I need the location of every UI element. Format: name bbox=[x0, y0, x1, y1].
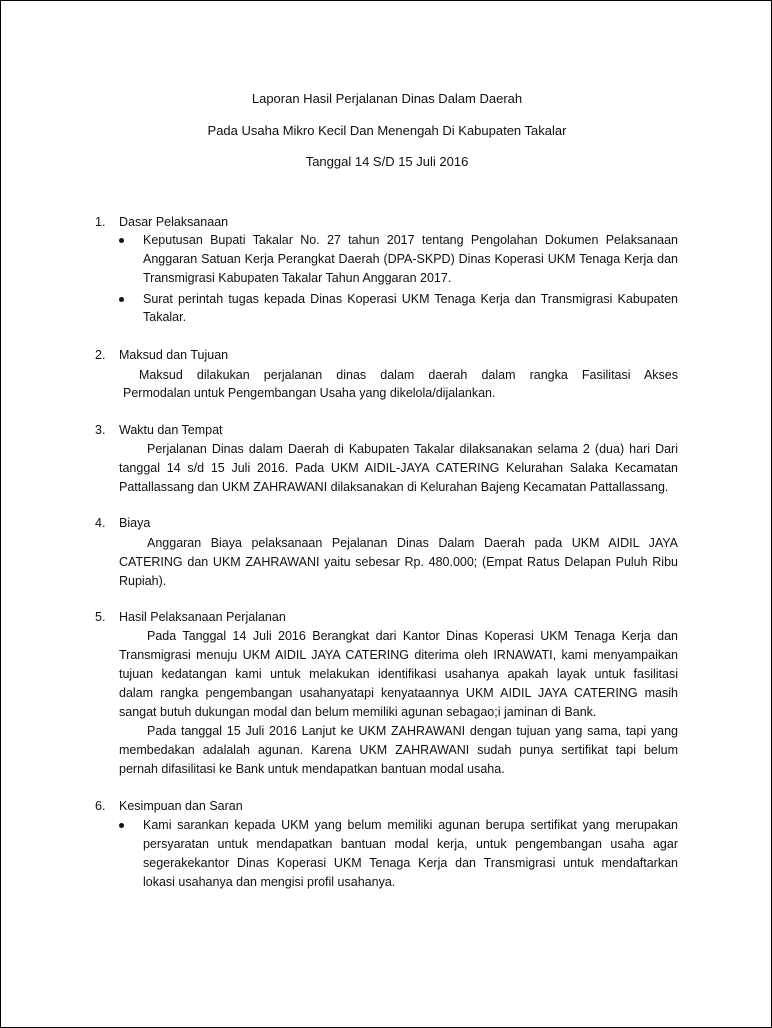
section-title: Hasil Pelaksanaan Perjalanan bbox=[119, 610, 286, 624]
paragraph-line: tanggal 14 s/d 15 Juli 2016. Pada UKM AIDIL-JAYA CATERING Kelurahan Salaka Kecamatan bbox=[119, 461, 678, 475]
paragraph-line: lokasi usahanya dan mengisi profil usahanya. bbox=[143, 875, 396, 889]
paragraph-line: sangat butuh dukungan modal dan belum memiliki agunan sebagao;i jaminan di Bank. bbox=[119, 705, 597, 719]
section-number: 2. bbox=[95, 348, 106, 362]
section-number: 5. bbox=[95, 610, 106, 624]
document-date: Tanggal 14 S/D 15 Juli 2016 bbox=[305, 154, 469, 169]
paragraph-line: tujuan kedatangan kami untuk melakukan identifikasi usahanya apakah layak untuk fasilitasi bbox=[119, 667, 678, 681]
paragraph-line: Transmigrasi Kabupaten Takalar Tahun Anggaran 2017. bbox=[143, 271, 452, 285]
paragraph-line: Surat perintah tugas kepada Dinas Koperasi UKM Tenaga Kerja dan Transmigrasi Kabupaten bbox=[143, 292, 678, 306]
paragraph-line: membedakan adalalah agunan. Karena UKM ZAHRAWANI sudah punya sertifikat tapi belum bbox=[119, 743, 678, 757]
paragraph-line: Transmigrasi menuju UKM AIDIL JAYA CATERING diterima oleh IRNAWATI, kami menyampaikan bbox=[119, 648, 678, 662]
section-title: Maksud dan Tujuan bbox=[119, 348, 229, 362]
paragraph-line: Anggaran Biaya pelaksanaan Pejalanan Dinas Dalam Daerah pada UKM AIDIL JAYA bbox=[147, 536, 678, 550]
section-title: Waktu dan Tempat bbox=[119, 423, 223, 437]
paragraph-line: pernah difasilitasi ke Bank untuk mendapatkan bantuan modal usaha. bbox=[119, 762, 505, 776]
paragraph-line: Pada Tanggal 14 Juli 2016 Berangkat dari Kantor Dinas Koperasi UKM Tenaga Kerja dan bbox=[147, 629, 678, 643]
paragraph-line: CATERING dan UKM ZAHRAWANI yaitu sebesar Rp. 480.000; (Empat Ratus Delapan Puluh Ribu bbox=[119, 555, 678, 569]
section-title: Dasar Pelaksanaan bbox=[119, 215, 229, 229]
paragraph-line: dalam rangka pengembangan usahanyatapi kenyataannya UKM AIDIL JAYA CATERING masih bbox=[119, 686, 678, 700]
paragraph-line: Keputusan Bupati Takalar No. 27 tahun 2017 tentang Pengolahan Dokumen Pelaksanaan bbox=[143, 233, 678, 247]
document-title: Laporan Hasil Perjalanan Dinas Dalam Daerah bbox=[251, 91, 523, 106]
section-number: 3. bbox=[95, 423, 106, 437]
bullet-icon bbox=[119, 297, 124, 302]
paragraph-line: Permodalan untuk Pengembangan Usaha yang dikelola/dijalankan. bbox=[123, 386, 496, 400]
bullet-icon bbox=[119, 823, 124, 828]
paragraph-line: Takalar. bbox=[143, 310, 187, 324]
section-title: Kesimpuan dan Saran bbox=[119, 799, 243, 813]
bullet-icon bbox=[119, 238, 124, 243]
paragraph-line: Anggaran Satuan Kerja Perangkat Daerah (DPA-SKPD) Dinas Koperasi UKM Tenaga Kerja dan bbox=[143, 252, 678, 266]
section-number: 1. bbox=[95, 215, 106, 229]
section-number: 4. bbox=[95, 516, 106, 530]
paragraph-line: Perjalanan Dinas dalam Daerah di Kabupaten Takalar dilaksanakan selama 2 (dua) hari Dari bbox=[147, 442, 678, 456]
paragraph-line: Pada tanggal 15 Juli 2016 Lanjut ke UKM ZAHRAWANI dengan tujuan yang sama, tapi yang bbox=[147, 724, 678, 738]
paragraph-line: Kami sarankan kepada UKM yang belum memiliki agunan berupa sertifikat yang merupakan bbox=[143, 818, 678, 832]
paragraph-line: Maksud dilakukan perjalanan dinas dalam daerah dalam rangka Fasilitasi Akses bbox=[139, 368, 678, 382]
paragraph-line: segerakekantor Dinas Koperasi UKM Tenaga Kerja dan Transmigrasi untuk mendaftarkan bbox=[143, 856, 678, 870]
section-number: 6. bbox=[95, 799, 106, 813]
section-title: Biaya bbox=[119, 516, 151, 530]
paragraph-line: persyaratan untuk mendapatkan bantuan modal kerja, untuk pengembangan usaha agar bbox=[143, 837, 678, 851]
paragraph-line: Pattallassang dan UKM ZAHRAWANI dilaksanakan di Kelurahan Bajeng Kecamatan Pattallassang. bbox=[119, 480, 669, 494]
paragraph-line: Rupiah). bbox=[119, 574, 167, 588]
document-subtitle: Pada Usaha Mikro Kecil Dan Menengah Di Kabupaten Takalar bbox=[207, 123, 567, 138]
